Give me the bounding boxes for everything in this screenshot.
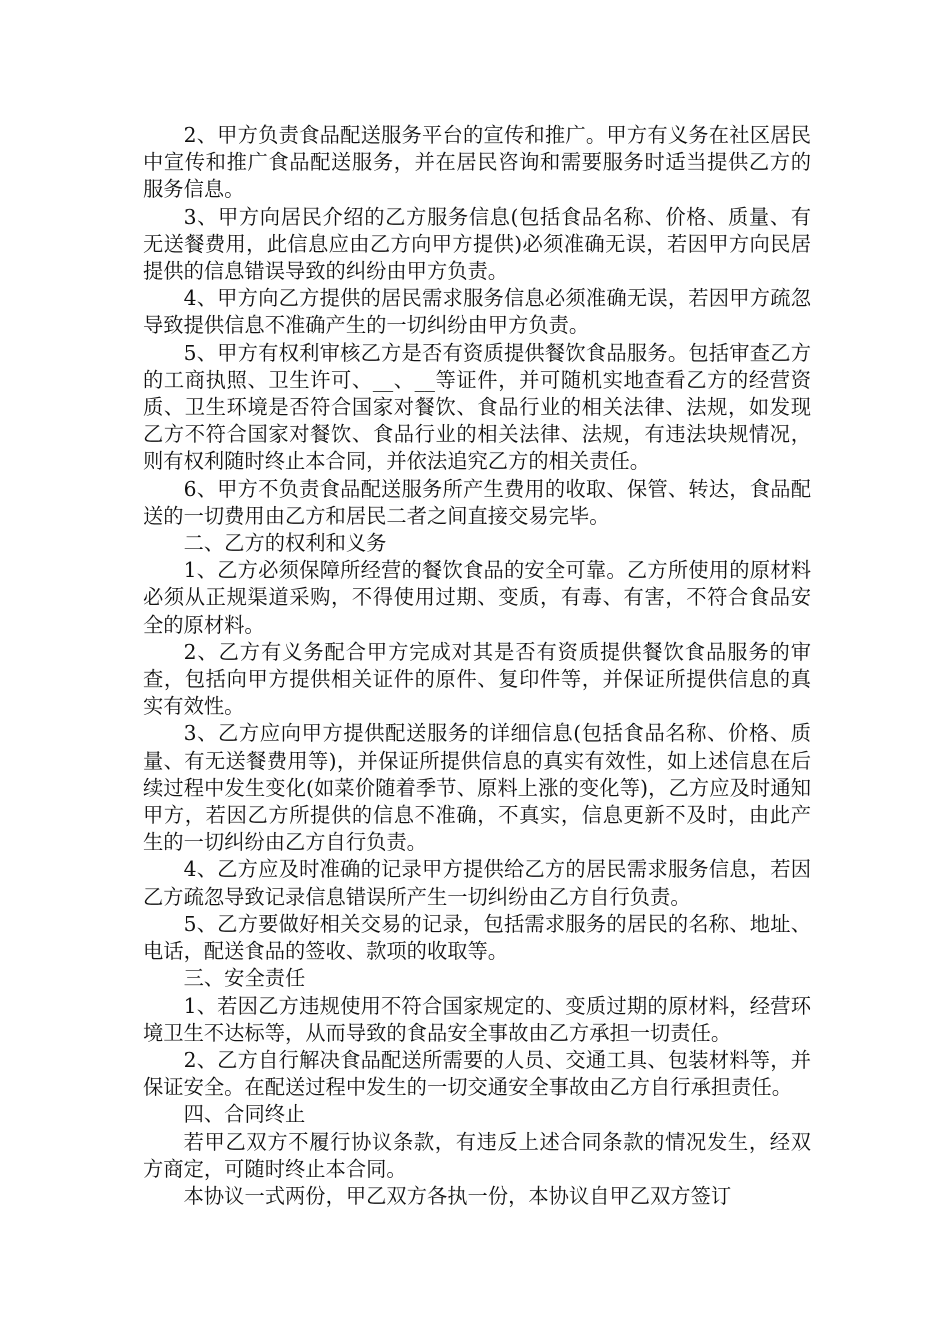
document-body bbox=[143, 122, 811, 1210]
clause-b1: 1、乙方必须保障所经营的餐饮食品的安全可靠。乙方所使用的原材料必须从正规渠道采购，不得使用过期、变质，有毒、有害，不符合食品安全的原材料。 bbox=[143, 558, 811, 637]
section-heading-party-b: 二、乙方的权利和义务 bbox=[183, 531, 387, 556]
section-heading-safety: 三、安全责任 bbox=[183, 966, 306, 991]
clause-b2: 2、乙方有义务配合甲方完成对其是否有资质提供餐饮食品服务的审查，包括向甲方提供相关证件的原件、复印件等，并保证所提供信息的真实有效性。 bbox=[143, 639, 811, 719]
clause-b3: 3、乙方应向甲方提供配送服务的详细信息(包括食品名称、价格、质量、有无送餐费用等)，并保证所提供信息的真实有效性，如上述信息在后续过程中发生变化(如菜价随着季节、原料上涨的变化等)，乙方应及时通知甲方，若因乙方所提供的信息不准确，不真实，信息更新不及时，由此产生的一切纠纷由乙方自行负责。 bbox=[143, 721, 811, 855]
clause-termination: 若甲乙双方不履行协议条款，有违反上述合同条款的情况发生，经双方商定，可随时终止本合同。 bbox=[143, 1129, 811, 1181]
clause-a5: 5、甲方有权利审核乙方是否有资质提供餐饮食品服务。包括审查乙方的工商执照、卫生许可、__、__等证件，并可随机实地查看乙方的经营资质、卫生环境是否符合国家对餐饮、食品行业的相关法律、法规，如发现乙方不符合国家对餐饮、食品行业的相关法律、法规，有违法块规情况，则有权利随时终止本合同，并依法追究乙方的相关责任。 bbox=[143, 340, 811, 474]
clause-b5: 5、乙方要做好相关交易的记录，包括需求服务的居民的名称、地址、电话，配送食品的签收、款项的收取等。 bbox=[143, 911, 811, 964]
clause-a4: 4、甲方向乙方提供的居民需求服务信息必须准确无误，若因甲方疏忽导致提供信息不准确产生的一切纠纷由甲方负责。 bbox=[143, 286, 811, 338]
clause-a3: 3、甲方向居民介绍的乙方服务信息(包括食品名称、价格、质量、有无送餐费用，此信息应由乙方向甲方提供)必须准确无误，若因甲方向民居提供的信息错误导致的纠纷由甲方负责。 bbox=[143, 204, 811, 284]
clause-s1: 1、若因乙方违规使用不符合国家规定的、变质过期的原材料，经营环境卫生不达标等，从而导致的食品安全事故由乙方承担一切责任。 bbox=[143, 993, 811, 1045]
clause-a2: 2、甲方负责食品配送服务平台的宣传和推广。甲方有义务在社区居民中宣传和推广食品配送服务，并在居民咨询和需要服务时适当提供乙方的服务信息。 bbox=[143, 123, 811, 202]
clause-s2: 2、乙方自行解决食品配送所需要的人员、交通工具、包装材料等，并保证安全。在配送过程中发生的一切交通安全事故由乙方自行承担责任。 bbox=[143, 1047, 811, 1100]
clause-b4: 4、乙方应及时准确的记录甲方提供给乙方的居民需求服务信息，若因乙方疏忽导致记录信息错误所产生一切纠纷由乙方自行负责。 bbox=[143, 857, 811, 909]
section-heading-termination: 四、合同终止 bbox=[183, 1102, 306, 1127]
clause-copies: 本协议一式两份，甲乙双方各执一份，本协议自甲乙双方签订 bbox=[183, 1183, 732, 1208]
clause-a6: 6、甲方不负责食品配送服务所产生费用的收取、保管、转达，食品配送的一切费用由乙方和居民二者之间直接交易完毕。 bbox=[143, 476, 811, 528]
